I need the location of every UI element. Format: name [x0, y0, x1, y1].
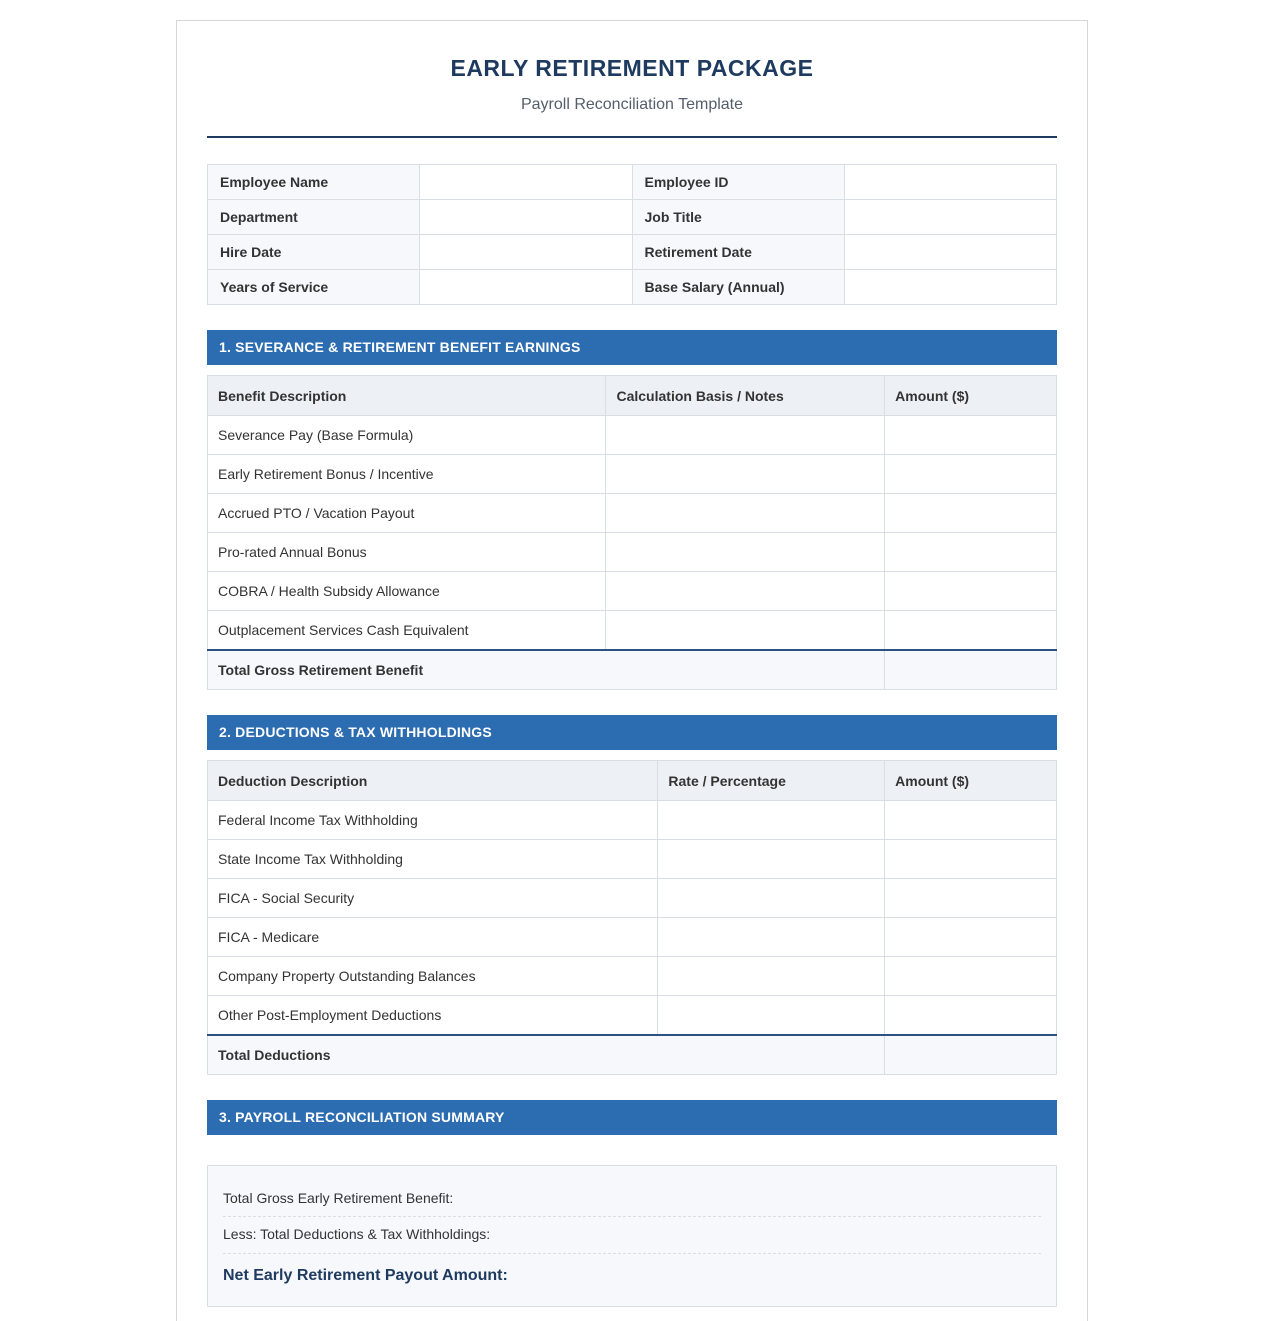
hire-date-label: Hire Date — [208, 235, 420, 270]
table-row — [208, 840, 1057, 879]
years-of-service-label: Years of Service — [208, 270, 420, 305]
document-body — [207, 21, 1057, 1307]
deduction-description: FICA - Social Security — [208, 879, 658, 918]
table-row — [208, 533, 1057, 572]
employee-id-label: Employee ID — [632, 165, 844, 200]
amount-cell[interactable] — [885, 533, 1057, 572]
amount-cell[interactable] — [885, 572, 1057, 611]
rate-cell[interactable] — [658, 879, 885, 918]
amount-cell[interactable] — [885, 918, 1057, 957]
benefit-description: COBRA / Health Subsidy Allowance — [208, 572, 606, 611]
document-title: EARLY RETIREMENT PACKAGE — [450, 55, 814, 81]
reconciliation-summary-box — [207, 1165, 1057, 1307]
document-page — [176, 20, 1088, 1321]
table-row — [208, 494, 1057, 533]
document-subtitle: Payroll Reconciliation Template — [520, 96, 744, 113]
summary-net-payout-label: Net Early Retirement Payout Amount: — [223, 1267, 508, 1284]
employee-name-label: Employee Name — [208, 165, 420, 200]
benefit-description: Outplacement Services Cash Equivalent — [208, 611, 606, 651]
amount-cell[interactable] — [885, 416, 1057, 455]
table-row — [208, 996, 1057, 1036]
deduction-description: FICA - Medicare — [208, 918, 658, 957]
benefit-description: Severance Pay (Base Formula) — [208, 416, 606, 455]
retirement-date-label: Retirement Date — [632, 235, 844, 270]
earnings-table — [207, 375, 1057, 690]
amount-cell[interactable] — [885, 494, 1057, 533]
column-header: Benefit Description — [208, 376, 606, 416]
employee-name-field[interactable] — [420, 165, 632, 200]
years-of-service-field[interactable] — [420, 270, 632, 305]
info-row — [208, 165, 1057, 200]
table-row — [208, 801, 1057, 840]
table-row — [208, 957, 1057, 996]
retirement-date-field[interactable] — [844, 235, 1056, 270]
deduction-description: Other Post-Employment Deductions — [208, 996, 658, 1036]
summary-gross-row — [223, 1190, 1041, 1217]
amount-cell[interactable] — [885, 801, 1057, 840]
job-title-label: Job Title — [632, 200, 844, 235]
total-deductions-label: Total Deductions — [208, 1035, 885, 1075]
table-row — [208, 879, 1057, 918]
calculation-notes-cell[interactable] — [606, 572, 885, 611]
total-gross-label: Total Gross Retirement Benefit — [208, 650, 885, 690]
deduction-description: State Income Tax Withholding — [208, 840, 658, 879]
earnings-total-row — [208, 650, 1057, 690]
earnings-section-header: 1. SEVERANCE & RETIREMENT BENEFIT EARNINGS — [207, 330, 1057, 365]
rate-cell[interactable] — [658, 996, 885, 1036]
amount-cell[interactable] — [885, 996, 1057, 1036]
amount-cell[interactable] — [885, 455, 1057, 494]
earnings-header-row — [208, 376, 1057, 416]
job-title-field[interactable] — [844, 200, 1056, 235]
table-row — [208, 918, 1057, 957]
column-header: Rate / Percentage — [658, 761, 885, 801]
base-salary-label: Base Salary (Annual) — [632, 270, 844, 305]
summary-deductions-label: Less: Total Deductions & Tax Withholdings: — [223, 1226, 491, 1242]
rate-cell[interactable] — [658, 918, 885, 957]
total-deductions-amount-cell[interactable] — [885, 1035, 1057, 1075]
amount-cell[interactable] — [885, 879, 1057, 918]
table-row — [208, 455, 1057, 494]
column-header: Amount ($) — [885, 376, 1057, 416]
info-row — [208, 270, 1057, 305]
deductions-section-header: 2. DEDUCTIONS & TAX WITHHOLDINGS — [207, 715, 1057, 750]
table-row — [208, 416, 1057, 455]
base-salary-field[interactable] — [844, 270, 1056, 305]
amount-cell[interactable] — [885, 957, 1057, 996]
employee-info-table — [207, 164, 1057, 305]
deduction-description: Federal Income Tax Withholding — [208, 801, 658, 840]
employee-id-field[interactable] — [844, 165, 1056, 200]
deduction-description: Company Property Outstanding Balances — [208, 957, 658, 996]
calculation-notes-cell[interactable] — [606, 416, 885, 455]
info-row — [208, 235, 1057, 270]
header-divider — [207, 136, 1057, 138]
calculation-notes-cell[interactable] — [606, 494, 885, 533]
calculation-notes-cell[interactable] — [606, 611, 885, 651]
table-row — [208, 611, 1057, 651]
department-field[interactable] — [420, 200, 632, 235]
calculation-notes-cell[interactable] — [606, 533, 885, 572]
benefit-description: Early Retirement Bonus / Incentive — [208, 455, 606, 494]
column-header: Calculation Basis / Notes — [606, 376, 885, 416]
rate-cell[interactable] — [658, 957, 885, 996]
summary-deductions-row — [223, 1226, 1041, 1254]
rate-cell[interactable] — [658, 801, 885, 840]
summary-section-header: 3. PAYROLL RECONCILIATION SUMMARY — [207, 1100, 1057, 1135]
summary-gross-label: Total Gross Early Retirement Benefit: — [223, 1190, 454, 1206]
benefit-description: Accrued PTO / Vacation Payout — [208, 494, 606, 533]
deductions-table — [207, 760, 1057, 1075]
table-row — [208, 572, 1057, 611]
amount-cell[interactable] — [885, 611, 1057, 651]
amount-cell[interactable] — [885, 840, 1057, 879]
rate-cell[interactable] — [658, 840, 885, 879]
calculation-notes-cell[interactable] — [606, 455, 885, 494]
total-gross-amount-cell[interactable] — [885, 650, 1057, 690]
deductions-header-row — [208, 761, 1057, 801]
hire-date-field[interactable] — [420, 235, 632, 270]
column-header: Amount ($) — [885, 761, 1057, 801]
benefit-description: Pro-rated Annual Bonus — [208, 533, 606, 572]
department-label: Department — [208, 200, 420, 235]
deductions-total-row — [208, 1035, 1057, 1075]
column-header: Deduction Description — [208, 761, 658, 801]
info-row — [208, 200, 1057, 235]
